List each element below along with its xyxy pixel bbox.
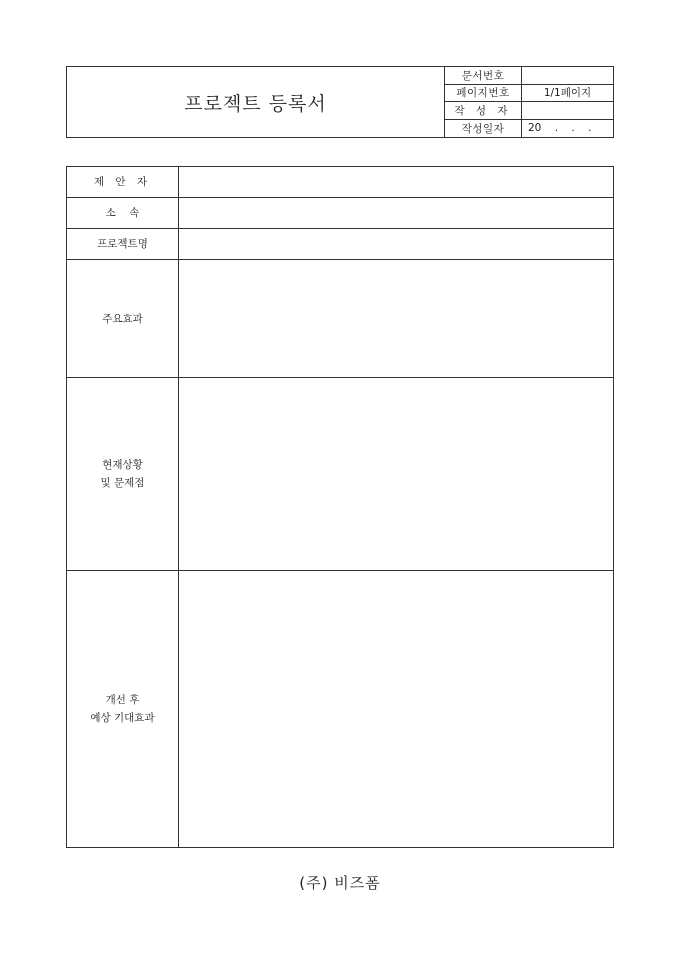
form-label-line: 현재상황 bbox=[102, 459, 143, 471]
form-label-line: 및 문제점 bbox=[100, 477, 145, 489]
form-label bbox=[67, 229, 179, 259]
form-field-current-status[interactable] bbox=[179, 378, 613, 570]
document-meta-table bbox=[444, 67, 613, 137]
meta-row-doc-number bbox=[445, 67, 613, 85]
form-row-main-effects bbox=[67, 260, 613, 378]
form-label-line: 주요효과 bbox=[102, 312, 143, 325]
form-label-line: 프로젝트명 bbox=[97, 238, 148, 250]
form-row-department bbox=[67, 198, 613, 229]
form-label bbox=[67, 167, 179, 197]
form-label bbox=[67, 260, 179, 377]
form-row-expected-effects bbox=[67, 571, 613, 847]
project-form-table bbox=[66, 166, 614, 848]
form-label bbox=[67, 571, 179, 847]
form-label-line: 예상 기대효과 bbox=[90, 712, 155, 724]
document-title: 프로젝트 등록서 bbox=[184, 92, 327, 115]
document-header bbox=[66, 66, 614, 138]
form-label-line: 소 속 bbox=[105, 207, 140, 219]
form-field-proposer[interactable] bbox=[179, 167, 613, 197]
form-label-line: 개선 후 bbox=[105, 694, 140, 706]
meta-value-page-number: 1/1페이지 bbox=[543, 87, 592, 100]
form-row-proposer bbox=[67, 167, 613, 198]
form-field-main-effects[interactable] bbox=[179, 260, 613, 377]
form-row-current-status bbox=[67, 378, 613, 571]
form-row-project-name bbox=[67, 229, 613, 260]
form-label-line: 제 안 자 bbox=[93, 176, 152, 188]
company-footer: (주) 비즈폼 bbox=[299, 874, 381, 892]
meta-row-date bbox=[445, 120, 613, 138]
form-label bbox=[67, 198, 179, 228]
meta-label: 작 성 자 bbox=[445, 102, 522, 119]
meta-value-date[interactable]: 20 . . . bbox=[528, 122, 592, 135]
meta-row-page-number bbox=[445, 85, 613, 103]
meta-value-doc-number[interactable] bbox=[522, 67, 613, 84]
meta-label: 페이지번호 bbox=[445, 85, 522, 102]
form-field-expected-effects[interactable] bbox=[179, 571, 613, 847]
form-field-project-name[interactable] bbox=[179, 229, 613, 259]
meta-value-author[interactable] bbox=[522, 102, 613, 119]
form-field-department[interactable] bbox=[179, 198, 613, 228]
meta-row-author bbox=[445, 102, 613, 120]
form-label bbox=[67, 378, 179, 570]
meta-label: 작성일자 bbox=[445, 120, 522, 138]
meta-label: 문서번호 bbox=[445, 67, 522, 84]
